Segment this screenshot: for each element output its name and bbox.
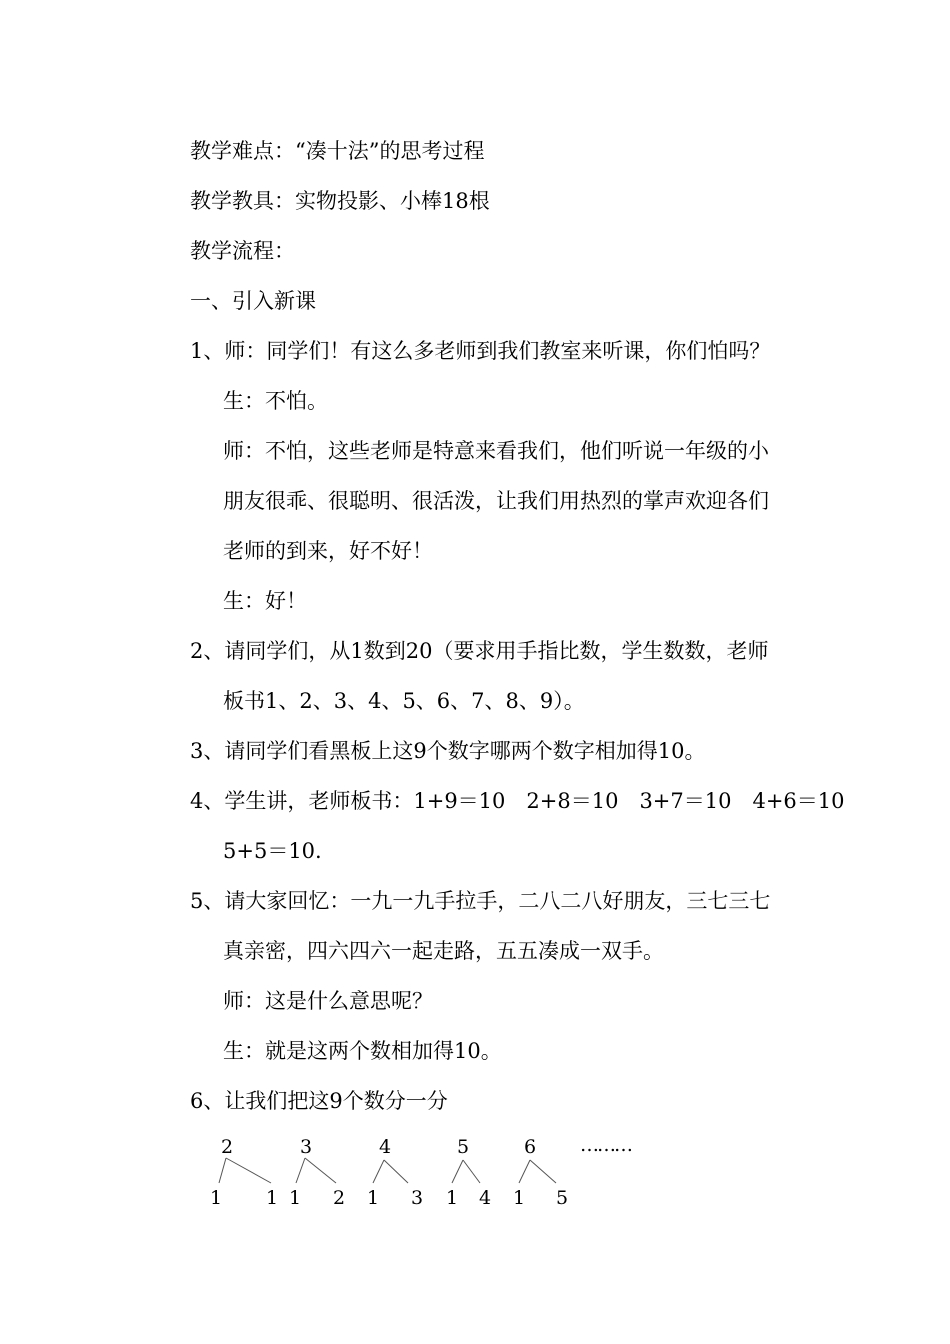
- branch-line: [226, 1158, 271, 1183]
- branch-line: [296, 1158, 305, 1183]
- dialogue-line: 生：好！: [223, 589, 307, 613]
- step-6: 6、让我们把这9个数分一分: [190, 1089, 448, 1113]
- top-number: 5: [457, 1136, 470, 1158]
- tools-line: 教学教具：实物投影、小棒18根: [190, 189, 490, 213]
- top-number: 3: [300, 1136, 313, 1158]
- branch-line: [463, 1160, 480, 1183]
- bottom-number: 1: [513, 1187, 526, 1209]
- step-3: 3、请同学们看黑板上这9个数字哪两个数字相加得10。: [190, 739, 706, 763]
- top-number: 2: [221, 1136, 234, 1158]
- dialogue-line: 师：不怕，这些老师是特意来看我们，他们听说一年级的小: [223, 439, 769, 463]
- branch-line: [519, 1160, 530, 1183]
- branch-line: [530, 1160, 556, 1183]
- section-heading: 一、引入新课: [190, 289, 316, 313]
- branch-line: [373, 1160, 384, 1183]
- step-4-cont: 5+5＝10.: [223, 839, 322, 863]
- bottom-number: 3: [411, 1187, 424, 1209]
- bottom-number: 2: [333, 1187, 346, 1209]
- bottom-number: 1: [210, 1187, 223, 1209]
- dialogue-line: 朋友很乖、很聪明、很活泼，让我们用热烈的掌声欢迎各们: [223, 489, 769, 513]
- bottom-number: 1: [289, 1187, 302, 1209]
- dialogue-line: 生：不怕。: [223, 389, 328, 413]
- step-2-cont: 板书1、2、3、4、5、6、7、8、9）。: [223, 689, 585, 713]
- step-4: 4、学生讲，老师板书：1+9＝10 2+8＝10 3+7＝10 4+6＝10: [190, 789, 845, 813]
- top-number: 4: [379, 1136, 392, 1158]
- branch-line: [384, 1160, 408, 1183]
- step-5-cont: 真亲密，四六四六一起走路，五五凑成一双手。: [223, 939, 664, 963]
- step-5: 5、请大家回忆：一九一九手拉手，二八二八好朋友，三七三七: [190, 889, 771, 913]
- branch-line: [452, 1160, 463, 1183]
- step-2: 2、请同学们，从1数到20（要求用手指比数，学生数数，老师: [190, 639, 769, 663]
- bottom-number: 1: [266, 1187, 279, 1209]
- branch-line: [219, 1158, 226, 1183]
- bottom-number: 1: [367, 1187, 380, 1209]
- process-heading: 教学流程：: [190, 239, 295, 263]
- ellipsis: ………: [580, 1134, 631, 1156]
- bottom-number: 5: [556, 1187, 569, 1209]
- dialogue-line: 老师的到来，好不好！: [223, 539, 433, 563]
- difficulty-line: 教学难点：“凑十法”的思考过程: [190, 139, 485, 163]
- dialogue-line: 生：就是这两个数相加得10。: [223, 1039, 502, 1063]
- top-number: 6: [524, 1136, 537, 1158]
- bottom-number: 4: [479, 1187, 492, 1209]
- dialogue-line: 师：这是什么意思呢？: [223, 989, 433, 1013]
- step-1: 1、师：同学们！有这么多老师到我们教室来听课，你们怕吗？: [190, 339, 771, 363]
- bottom-number: 1: [446, 1187, 459, 1209]
- branch-line: [305, 1158, 336, 1183]
